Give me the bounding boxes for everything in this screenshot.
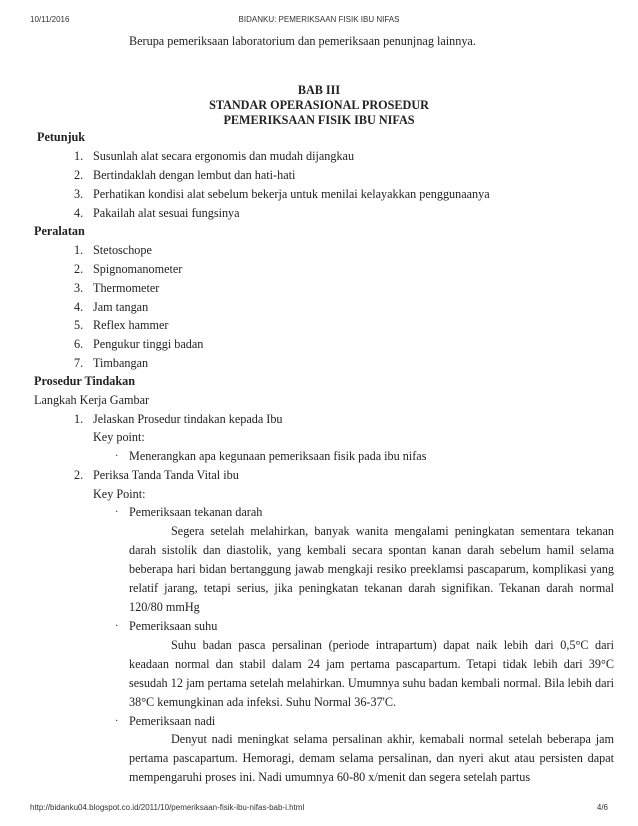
nadi-title: Pemeriksaan nadi (129, 714, 216, 728)
list-item-number: 6. (74, 337, 84, 351)
tekanan-paragraph: Segera setelah melahirkan, banyak wanita mengalami peningkatan sementara tekanan darah sistolik dan diastolik, yang kembali secara spontan kanan darah sebelum hamil selama beberapa hari bidan bertanggung jawab mengkaji resiko preeklamsi pascaparum, komplikasi yang relatif jarang, tetapi serius, jika peningkatan tekanan darah signifikan. Tekanan darah normal 120/80 mmHg (129, 524, 614, 614)
bullet-marker: · (115, 451, 119, 462)
petunjuk-heading: Petunjuk (37, 130, 86, 144)
list-item-number: 2. (74, 168, 84, 182)
bullet-marker: · (115, 507, 119, 518)
chapter-number: BAB III (297, 83, 341, 97)
list-item: Susunlah alat secara ergonomis dan mudah dijangkau (93, 149, 355, 163)
list-item-number: 3. (74, 281, 84, 295)
keypoint-text: Menerangkan apa kegunaan pemeriksaan fisik pada ibu nifas (129, 449, 427, 463)
step-number: 1. (74, 412, 84, 426)
list-item-number: 5. (74, 318, 84, 332)
intro-line: Berupa pemeriksaan laboratorium dan pemeriksaan penunjnag lainnya. (129, 34, 476, 48)
list-item: Reflex hammer (93, 318, 169, 332)
bullet-marker: · (115, 716, 119, 727)
keypoint-label: Key Point: (93, 487, 146, 501)
list-item-number: 7. (74, 356, 84, 370)
prosedur-heading: Prosedur Tindakan (34, 374, 136, 388)
bullet-marker: · (115, 621, 119, 632)
list-item: Thermometer (93, 281, 160, 295)
tekanan-title: Pemeriksaan tekanan darah (129, 505, 263, 519)
list-item-number: 1. (74, 149, 84, 163)
list-item: Perhatikan kondisi alat sebelum bekerja untuk menilai kelayakkan penggunaanya (93, 187, 490, 201)
suhu-title: Pemeriksaan suhu (129, 619, 218, 633)
list-item-number: 1. (74, 243, 84, 257)
peralatan-heading: Peralatan (34, 224, 85, 238)
list-item: Stetoschope (93, 243, 152, 257)
list-item: Pengukur tinggi badan (93, 337, 204, 351)
nadi-paragraph: Denyut nadi meningkat selama persalinan akhir, kemabali normal setelah beberapa jam pertama pascapartum. Hemoragi, demam selama persalinan, dan nyeri akut atau persisten dapat mempengaruhi proses ini. Nadi umumnya 60-80 x/menit dan segera setelah partus (129, 732, 614, 784)
suhu-paragraph: Suhu badan pasca persalinan (periode intrapartum) dapat naik lebih dari 0,5°C dari keadaan normal dan stabil dalam 24 jam pertama pascapartum. Tetapi tidak lebih dari 39°C sesudah 12 jam pertama setelah melahirkan. Umumnya suhu badan kembali normal. Bila lebih dari 38°C kemungkinan ada infeksi. Suhu Normal 36-37'C. (129, 638, 614, 709)
list-item-number: 3. (74, 187, 84, 201)
step-text: Jelaskan Prosedur tindakan kepada Ibu (93, 412, 283, 426)
list-item: Spignomanometer (93, 262, 183, 276)
step-number: 2. (74, 468, 84, 482)
prosedur-subheading: Langkah Kerja Gambar (34, 393, 150, 407)
list-item-number: 4. (74, 300, 84, 314)
keypoint-label: Key point: (93, 430, 145, 444)
list-item: Pakailah alat sesuai fungsinya (93, 206, 240, 220)
chapter-title-1: STANDAR OPERASIONAL PROSEDUR (209, 98, 429, 112)
header-title: BIDANKU: PEMERIKSAAN FISIK IBU NIFAS (238, 15, 400, 24)
list-item: Jam tangan (93, 300, 149, 314)
footer-url: http://bidanku04.blogspot.co.id/2011/10/pemeriksaan-fisik-ibu-nifas-bab-i.html (30, 803, 305, 812)
list-item: Bertindaklah dengan lembut dan hati-hati (93, 168, 296, 182)
step-text: Periksa Tanda Tanda Vital ibu (93, 468, 239, 482)
chapter-title-2: PEMERIKSAAN FISIK IBU NIFAS (223, 113, 415, 127)
list-item-number: 4. (74, 206, 84, 220)
footer-page-number: 4/6 (596, 803, 608, 812)
header-date: 10/11/2016 (30, 15, 70, 24)
list-item-number: 2. (74, 262, 84, 276)
list-item: Timbangan (93, 356, 149, 370)
